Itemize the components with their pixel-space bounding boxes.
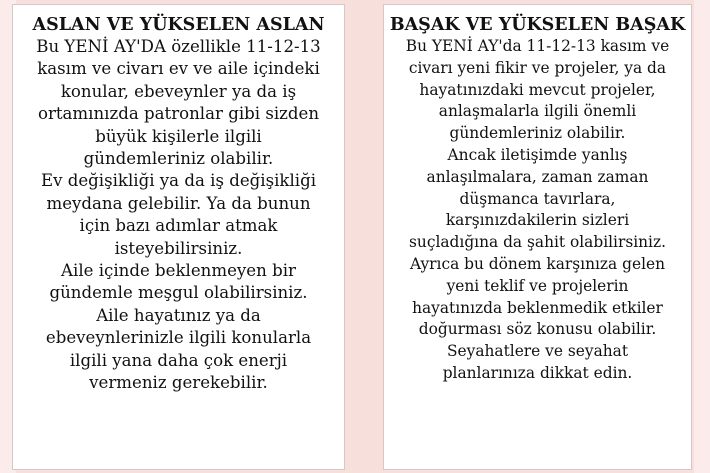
aslan-line: gündemle meşgul olabilirsiniz. <box>49 283 308 303</box>
aslan-panel <box>12 4 345 470</box>
basak-line: Ayrıca bu dönem karşınıza gelen <box>409 254 666 273</box>
basak-line: planlarınıza dikkat edin. <box>442 363 633 382</box>
aslan-line: Aile hayatınız ya da <box>96 305 261 325</box>
basak-body <box>384 36 691 385</box>
background-stripe-right <box>694 0 710 473</box>
aslan-line: ebeveynlerinizle ilgili konularla <box>45 328 312 348</box>
basak-line: hayatınızda beklenmedik etkiler <box>412 298 663 317</box>
aslan-line: vermeniz gerekebilir. <box>89 373 268 393</box>
basak-line: hayatınızdaki mevcut projeler, <box>419 80 656 99</box>
aslan-line: büyük kişilerle ilgili <box>95 126 262 146</box>
aslan-title: ASLAN VE YÜKSELEN ASLAN <box>32 15 325 35</box>
basak-title: BAŞAK VE YÜKSELEN BAŞAK <box>389 15 686 35</box>
aslan-line: Aile içinde beklenmeyen bir <box>61 261 296 281</box>
basak-line: Ancak iletişimde yanlış <box>447 145 628 164</box>
aslan-line: meydana gelebilir. Ya da bunun <box>46 193 311 213</box>
aslan-line: kasım ve civarı ev ve aile içindeki <box>37 59 320 79</box>
aslan-line: ilgili yana daha çok enerji <box>69 350 288 370</box>
basak-line: suçladığına da şahit olabilirsiniz. <box>409 233 666 252</box>
basak-line: Seyahatlere ve seyahat <box>446 342 629 361</box>
basak-line: civarı yeni fikir ve projeler, ya da <box>408 58 667 77</box>
aslan-line: isteyebilirsiniz. <box>114 238 243 258</box>
basak-panel <box>383 4 692 470</box>
basak-line: karşınızdakilerin sizleri <box>445 211 630 230</box>
basak-line: doğurması söz konusu olabilir. <box>418 320 657 339</box>
basak-line: anlaşmalarla ilgili önemli <box>438 102 637 121</box>
aslan-body <box>13 36 344 395</box>
aslan-line: için bazı adımlar atmak <box>79 216 278 236</box>
aslan-line: ortamınızda patronlar gibi sizden <box>37 104 320 124</box>
basak-line: Bu YENİ AY'da 11-12-13 kasım ve <box>405 37 670 55</box>
basak-line: gündemleriniz olabilir. <box>449 124 626 143</box>
aslan-line: Bu YENİ AY'DA özellikle 11-12-13 <box>36 37 321 56</box>
basak-line: yeni teklif ve projelerin <box>446 276 629 295</box>
aslan-line: konular, ebeveynler ya da iş <box>60 81 297 101</box>
basak-line: düşmanca tavırlara, <box>459 189 616 208</box>
aslan-line: gündemleriniz olabilir. <box>83 149 274 169</box>
basak-line: anlaşılmalara, zaman zaman <box>426 167 649 186</box>
aslan-line: Ev değişikliği ya da iş değişikliği <box>40 171 317 191</box>
